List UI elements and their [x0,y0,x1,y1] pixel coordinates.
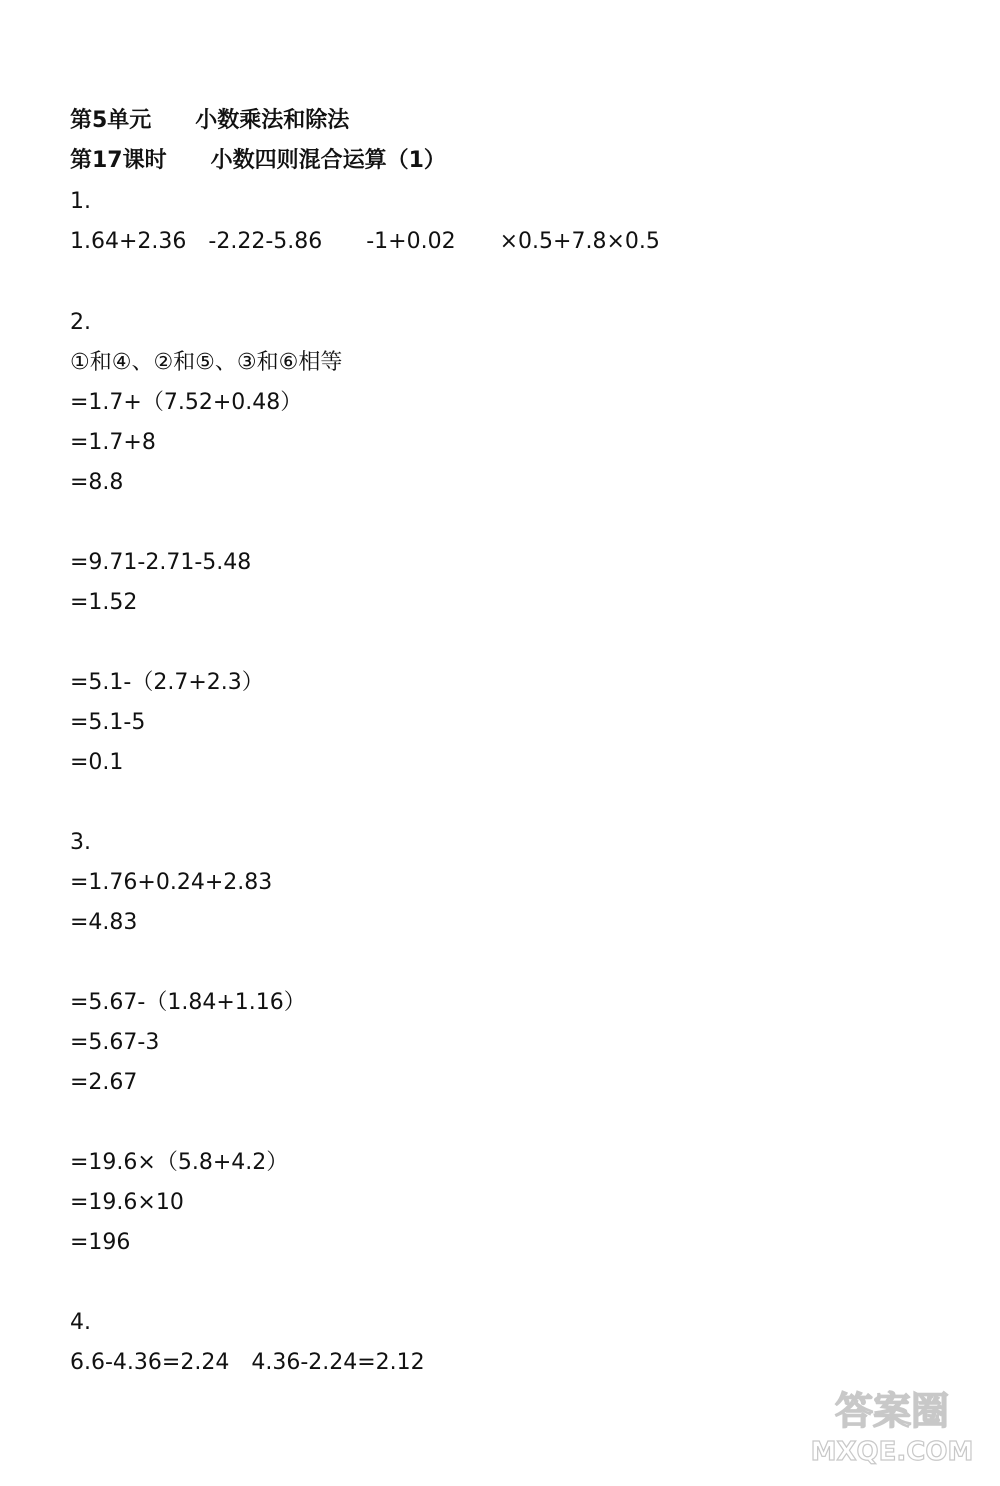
calc-step: =5.67-（1.84+1.16） [70,990,306,1015]
calc-step: =8.8 [70,470,124,495]
watermark-top-text: 答案圈 [834,1389,950,1433]
calc-step: =1.7+（7.52+0.48） [70,390,303,415]
lesson-title: 第17课时 小数四则混合运算（1） [70,148,446,173]
question-4-answers: 6.6-4.36=2.24 4.36-2.24=2.12 [70,1350,425,1375]
calc-step: =5.1-5 [70,710,146,735]
calc-step: =1.76+0.24+2.83 [70,870,273,895]
calc-step: =19.6×10 [70,1190,184,1215]
question-1-number: 1. [70,189,91,214]
watermark-logo [802,1376,982,1466]
question-4-number: 4. [70,1310,91,1335]
calc-step: =1.7+8 [70,430,156,455]
question-2-pairs: ①和④、②和⑤、③和⑥相等 [70,350,343,375]
calc-step: =0.1 [70,750,124,775]
unit-title: 第5单元 小数乘法和除法 [70,108,350,133]
calc-step: =9.71-2.71-5.48 [70,550,252,575]
calc-step: =5.67-3 [70,1030,160,1055]
calc-step: =196 [70,1230,131,1255]
watermark-bottom-text: MXQE.COM [810,1437,974,1466]
calc-step: =2.67 [70,1070,138,1095]
question-1-answers: 1.64+2.36 -2.22-5.86 -1+0.02 ×0.5+7.8×0.5 [70,229,660,254]
question-2-number: 2. [70,310,91,335]
question-3-number: 3. [70,830,91,855]
calc-step: =19.6×（5.8+4.2） [70,1150,289,1175]
calc-step: =1.52 [70,590,138,615]
calc-step: =5.1-（2.7+2.3） [70,670,264,695]
calc-step: =4.83 [70,910,138,935]
